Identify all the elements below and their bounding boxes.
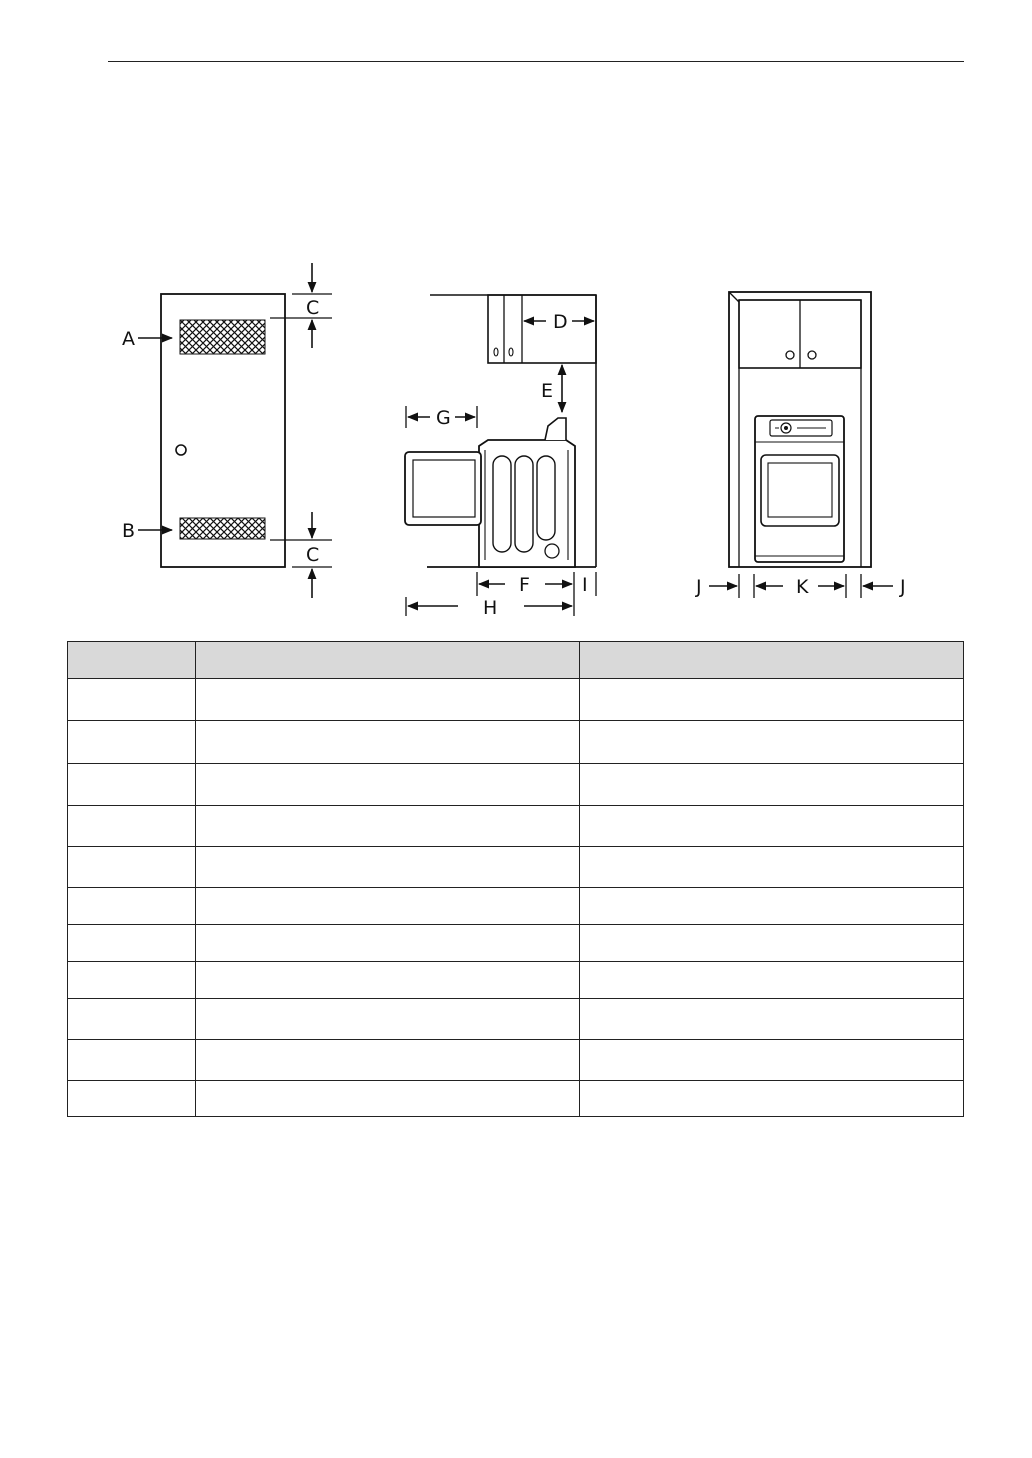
lower-vent [180, 518, 265, 539]
table-cell [580, 1081, 964, 1117]
door-knob [176, 445, 186, 455]
table-cell [580, 962, 964, 999]
closet-door-figure [122, 263, 332, 598]
table-header-row [68, 642, 964, 679]
upper-vent [180, 320, 265, 354]
table-cell [580, 925, 964, 962]
label-f: F [519, 574, 530, 596]
table-cell [580, 999, 964, 1040]
table-cell [196, 962, 580, 999]
table-cell [580, 679, 964, 721]
label-a: A [122, 328, 135, 350]
table-row [68, 1081, 964, 1117]
clearance-table [67, 641, 964, 1117]
label-i: I [582, 574, 588, 596]
front-view-figure [695, 292, 906, 598]
table-row [68, 888, 964, 925]
table-cell [68, 925, 196, 962]
label-g: G [436, 407, 451, 429]
label-c-top: C [306, 297, 320, 319]
table-cell [68, 962, 196, 999]
table-row [68, 679, 964, 721]
label-h: H [483, 597, 498, 619]
table-row [68, 1040, 964, 1081]
table-cell [580, 764, 964, 806]
open-dryer-door [405, 452, 481, 525]
table-cell [196, 888, 580, 925]
label-e: E [541, 380, 554, 402]
label-j-right: J [900, 576, 906, 598]
table-cell [68, 806, 196, 847]
table-cell [580, 1040, 964, 1081]
table-cell [196, 847, 580, 888]
table-cell [196, 1081, 580, 1117]
table-row [68, 806, 964, 847]
table-header-cell [68, 642, 196, 679]
label-k: K [796, 576, 809, 598]
side-view-figure [405, 295, 596, 619]
table-cell [580, 721, 964, 764]
table-cell [68, 764, 196, 806]
table-cell [68, 1040, 196, 1081]
table-row [68, 764, 964, 806]
label-b: B [122, 520, 136, 542]
table-cell [580, 806, 964, 847]
table-row [68, 721, 964, 764]
table-cell [68, 1081, 196, 1117]
label-c-bottom: C [306, 544, 320, 566]
installation-clearance-diagram [0, 0, 1032, 630]
table-cell [68, 847, 196, 888]
table-cell [580, 847, 964, 888]
table-row [68, 962, 964, 999]
table-cell [68, 888, 196, 925]
label-j-left: J [696, 576, 702, 598]
table-cell [196, 806, 580, 847]
table-header-cell [196, 642, 580, 679]
table-cell [196, 999, 580, 1040]
table-cell [580, 888, 964, 925]
table-cell [68, 721, 196, 764]
table-cell [196, 764, 580, 806]
dryer-console [545, 418, 566, 440]
table-cell [68, 999, 196, 1040]
table-cell [196, 721, 580, 764]
table-cell [196, 679, 580, 721]
table-cell [196, 1040, 580, 1081]
table-row [68, 925, 964, 962]
label-d: D [553, 311, 568, 333]
table-header-cell [580, 642, 964, 679]
table-row [68, 847, 964, 888]
table-cell [68, 679, 196, 721]
table-cell [196, 925, 580, 962]
table-row [68, 999, 964, 1040]
